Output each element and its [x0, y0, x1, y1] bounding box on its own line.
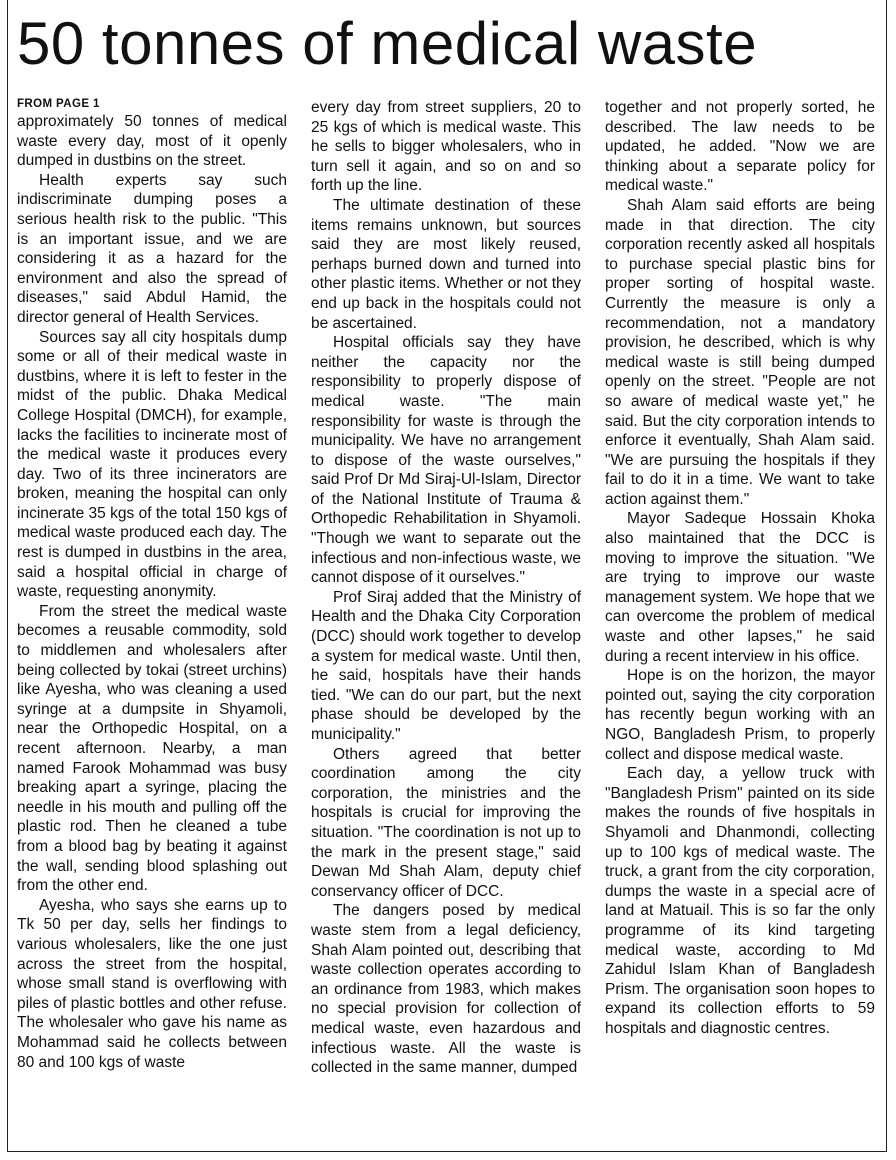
left-border-rule	[7, 0, 8, 1152]
column-1-paragraph: Health experts say such indiscriminate dumping poses a serious health risk to the public. "This is an important issue, and we are considering it as a hazard for the environment and also the spread of diseases," said Abdul Hamid, the director general of Health Services.	[17, 171, 287, 326]
column-1-paragraph: Sources say all city hospitals dump some or all of their medical waste in dustbins, where it is left to fester in the midst of the public. Dhaka Medical College Hospital (DMCH), for example, lacks the facilities to incinerate most of the medical waste it produces every day. Two of its three incinerators are broken, meaning the hospital can only incinerate 35 kgs of the total 150 kgs of medical waste produced each day. The rest is dumped in dustbins in the area, said a hospital official in charge of waste, requesting anonymity.	[17, 328, 287, 601]
column-3-paragraph: Mayor Sadeque Hossain Khoka also maintained that the DCC is moving to improve the situation. "We are trying to improve our waste management system. We hope that we can overcome the problem of medical waste and other lapses," he said during a recent interview in his office.	[605, 510, 875, 665]
article-column-2	[311, 98, 581, 1078]
column-1-paragraph: Ayesha, who says she earns up to Tk 50 per day, sells her findings to various wholesalers, like the one just across the street from the hospital, whose small stand is overflowing with piles of plastic bottles and other refuse. The wholesaler who gave his name as Mohammad said he collects between 80 and 100 kgs of waste	[17, 896, 287, 1071]
from-page-label: FROM PAGE 1	[17, 98, 100, 110]
column-2-paragraph: The dangers posed by medical waste stem from a legal deficiency, Shah Alam pointed out, describing that waste collection operates according to an ordinance from 1983, which makes no special provision for collection of medical waste, even hazardous and infectious waste. All the waste is collected in the same manner, dumped	[311, 902, 581, 1077]
article-column-3	[605, 98, 875, 1039]
right-border-rule	[886, 0, 887, 1152]
article-headline: 50 tonnes of medical waste	[17, 10, 758, 77]
column-3-paragraph: Hope is on the horizon, the mayor pointed out, saying the city corporation has recently begun working with an NGO, Bangladesh Prism, to properly collect and dispose medical waste.	[605, 667, 875, 763]
column-3-paragraph: Shah Alam said efforts are being made in that direction. The city corporation recently asked all hospitals to purchase special plastic bins for proper sorting of hospital waste. Currently the measure is only a recommendation, not a mandatory provision, he described, which is why medical waste is still being dumped openly on the street. "People are not so aware of medical waste yet," he said. But the city corporation intends to enforce it eventually, Shah Alam said. "We are pursuing the hospitals if they fail to do it in a time. We want to take action against them."	[605, 196, 875, 508]
article-column-1	[17, 97, 287, 1072]
column-1-paragraph: approximately 50 tonnes of medical waste every day, most of it openly dumped in dustbins on the street.	[17, 113, 287, 170]
column-3-paragraph: together and not properly sorted, he described. The law needs to be updated, he added. "Now we are thinking about a separate policy for medical waste."	[605, 99, 875, 195]
column-2-paragraph: Prof Siraj added that the Ministry of Health and the Dhaka City Corporation (DCC) should work together to develop a system for medical waste. Until then, he said, hospitals have their hands tied. "We can do our part, but the next phase should be developed by the municipality."	[311, 588, 581, 743]
column-2-paragraph: every day from street suppliers, 20 to 25 kgs of which is medical waste. This he sells to bigger wholesalers, who in turn sell it again, and so on and so forth up the line.	[311, 99, 581, 195]
column-2-paragraph: Hospital officials say they have neither the capacity nor the responsibility to properly dispose of medical waste. "The main responsibility for waste is through the municipality. We have no arrangement to dispose of the waste ourselves," said Prof Dr Md Siraj-Ul-Islam, Director of the National Institute of Trauma & Orthopedic Rehabilitation in Shyamoli. "Though we want to separate out the infectious and non-infectious waste, we cannot dispose of it ourselves."	[311, 334, 581, 587]
column-2-paragraph: Others agreed that better coordination among the city corporation, the ministries and the hospitals is crucial for improving the situation. "The coordination is not up to the mark in the present stage," said Dewan Md Shah Alam, deputy chief conservancy officer of DCC.	[311, 745, 581, 900]
bottom-border-rule	[7, 1151, 887, 1152]
column-3-paragraph: Each day, a yellow truck with "Bangladesh Prism" painted on its side makes the rounds of five hospitals in Shyamoli and Dhanmondi, collecting up to 100 kgs of medical waste. The truck, a grant from the city corporation, dumps the waste in a special acre of land at Matuail. This is so far the only programme of its kind targeting medical waste, according to Md Zahidul Islam Khan of Bangladesh Prism. The organisation soon hopes to expand its collection efforts to 59 hospitals and diagnostic centres.	[605, 765, 875, 1037]
column-1-paragraph: From the street the medical waste becomes a reusable commodity, sold to middlemen and wholesalers after being collected by tokai (street urchins) like Ayesha, who was cleaning a used syringe at a dumpsite in Shyamoli, near the Orthopedic Hospital, on a recent afternoon. Nearby, a man named Farook Mohammad was busy breaking apart a syringe, placing the needle in his mouth and pulling off the plastic rod. Then he cleaned a tube from a blood bag by beating it against the wall, sending blood splashing out from the other end.	[17, 602, 287, 895]
column-2-paragraph: The ultimate destination of these items remains unknown, but sources said they are most likely reused, perhaps burned down and turned into other plastic items. Whether or not they end up back in the hospitals could not be ascertained.	[311, 196, 581, 332]
